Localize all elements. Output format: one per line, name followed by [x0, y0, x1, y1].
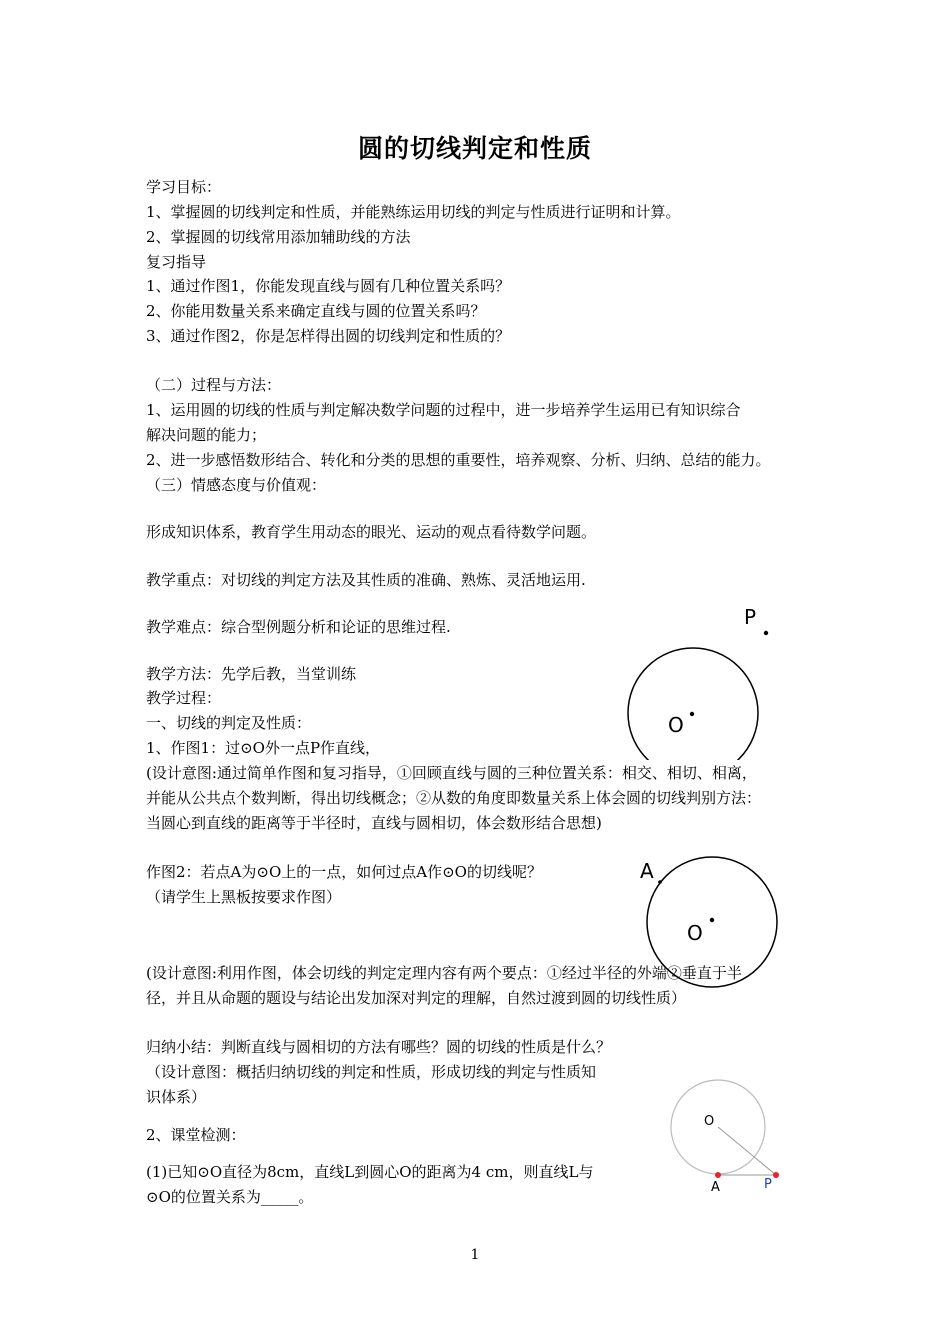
- text-line: 教学过程：: [146, 689, 222, 707]
- figure-2-center-dot: [710, 918, 714, 922]
- text-line: (设计意图:利用作图，体会切线的判定定理内容有两个要点：①经过半径的外端②垂直于半: [146, 964, 742, 982]
- text-line: 解决问题的能力；: [146, 426, 267, 444]
- text-line: ⊙O的位置关系为_____。: [146, 1188, 314, 1206]
- text-line: 教学难点：综合型例题分析和论证的思维过程.: [146, 618, 451, 636]
- text-line: 2、你能用数量关系来确定直线与圆的位置关系吗？: [146, 302, 486, 320]
- figure-3-diagram: [660, 1075, 785, 1195]
- figure-2-label-a: A: [640, 859, 654, 883]
- text-line: 当圆心到直线的距离等于半径时，直线与圆相切，体会数形结合思想): [146, 814, 602, 832]
- text-line: 一、切线的判定及性质：: [146, 714, 312, 732]
- section-heading-objectives: 学习目标：: [146, 178, 222, 196]
- text-line: （请学生上黑板按要求作图）: [146, 888, 342, 906]
- text-line: 教学方法：先学后教，当堂训练: [146, 665, 357, 683]
- text-line: 1、掌握圆的切线判定和性质，并能熟练运用切线的判定与性质进行证明和计算。: [146, 203, 681, 221]
- document-title: 圆的切线判定和性质: [357, 134, 592, 163]
- text-line: 1、作图1：过⊙O外一点P作直线，: [146, 739, 381, 757]
- page-number: 1: [470, 1247, 480, 1263]
- text-line: （设计意图：概括归纳切线的判定和性质，形成切线的判定与性质知: [146, 1063, 597, 1081]
- figure-1-diagram: [620, 600, 770, 760]
- text-line: 2、掌握圆的切线常用添加辅助线的方法: [146, 228, 411, 246]
- figure-2-label-o: O: [687, 921, 703, 945]
- text-line: 教学重点：对切线的判定方法及其性质的准确、熟炼、灵活地运用.: [146, 571, 586, 589]
- figure-2-point-a-dot: [658, 880, 662, 884]
- text-line: 并能从公共点个数判断，得出切线概念；②从数的角度即数量关系上体会圆的切线判别方法：: [146, 789, 762, 807]
- figure-3-label-a: A: [711, 1180, 720, 1195]
- text-line: 1、运用圆的切线的性质与判定解决数学问题的过程中，进一步培养学生运用已有知识综合: [146, 401, 741, 419]
- text-line: 识体系）: [146, 1088, 207, 1106]
- section-heading-review: 复习指导: [146, 253, 207, 271]
- figure-1-center-dot: [690, 712, 694, 716]
- text-line: 3、通过作图2，你是怎样得出圆的切线判定和性质的？: [146, 327, 511, 345]
- figure-3-segment-op: [718, 1127, 776, 1175]
- text-line: 归纳小结：判断直线与圆相切的方法有哪些？圆的切线的性质是什么？: [146, 1038, 612, 1056]
- section-heading-check: 2、课堂检测：: [146, 1126, 246, 1144]
- figure-1-label-o: O: [668, 713, 684, 737]
- figure-3-point-p-dot: [773, 1172, 779, 1178]
- figure-1-label-p: P: [744, 605, 757, 629]
- text-line: 1、通过作图1，你能发现直线与圆有几种位置关系吗？: [146, 277, 511, 295]
- figure-1-circle: [628, 648, 758, 760]
- figure-3-label-o: O: [704, 1114, 715, 1129]
- figure-3-point-a-dot: [715, 1172, 721, 1178]
- figure-2-diagram: [630, 850, 790, 995]
- text-line: (设计意图:通过简单作图和复习指导，①回顾直线与圆的三种位置关系：相交、相切、相离，: [146, 764, 757, 782]
- figure-1-point-p-dot: [764, 631, 768, 635]
- section-heading-attitude: （三）情感态度与价值观：: [146, 476, 327, 494]
- section-heading-process: （二）过程与方法：: [146, 376, 282, 394]
- text-line: 2、进一步感悟数形结合、转化和分类的思想的重要性，培养观察、分析、归纳、总结的能力。: [146, 451, 771, 469]
- text-line: (1)已知⊙O直径为8cm，直线L到圆心O的距离为4 cm，则直线L与: [146, 1163, 594, 1181]
- text-line: 作图2：若点A为⊙O上的一点，如何过点A作⊙O的切线呢？: [146, 863, 542, 881]
- text-line: 径，并且从命题的题设与结论出发加深对判定的理解，自然过渡到圆的切线性质）: [146, 989, 687, 1007]
- text-line: 形成知识体系，教育学生用动态的眼光、运动的观点看待数学问题。: [146, 523, 597, 541]
- figure-3-label-p: P: [764, 1177, 772, 1192]
